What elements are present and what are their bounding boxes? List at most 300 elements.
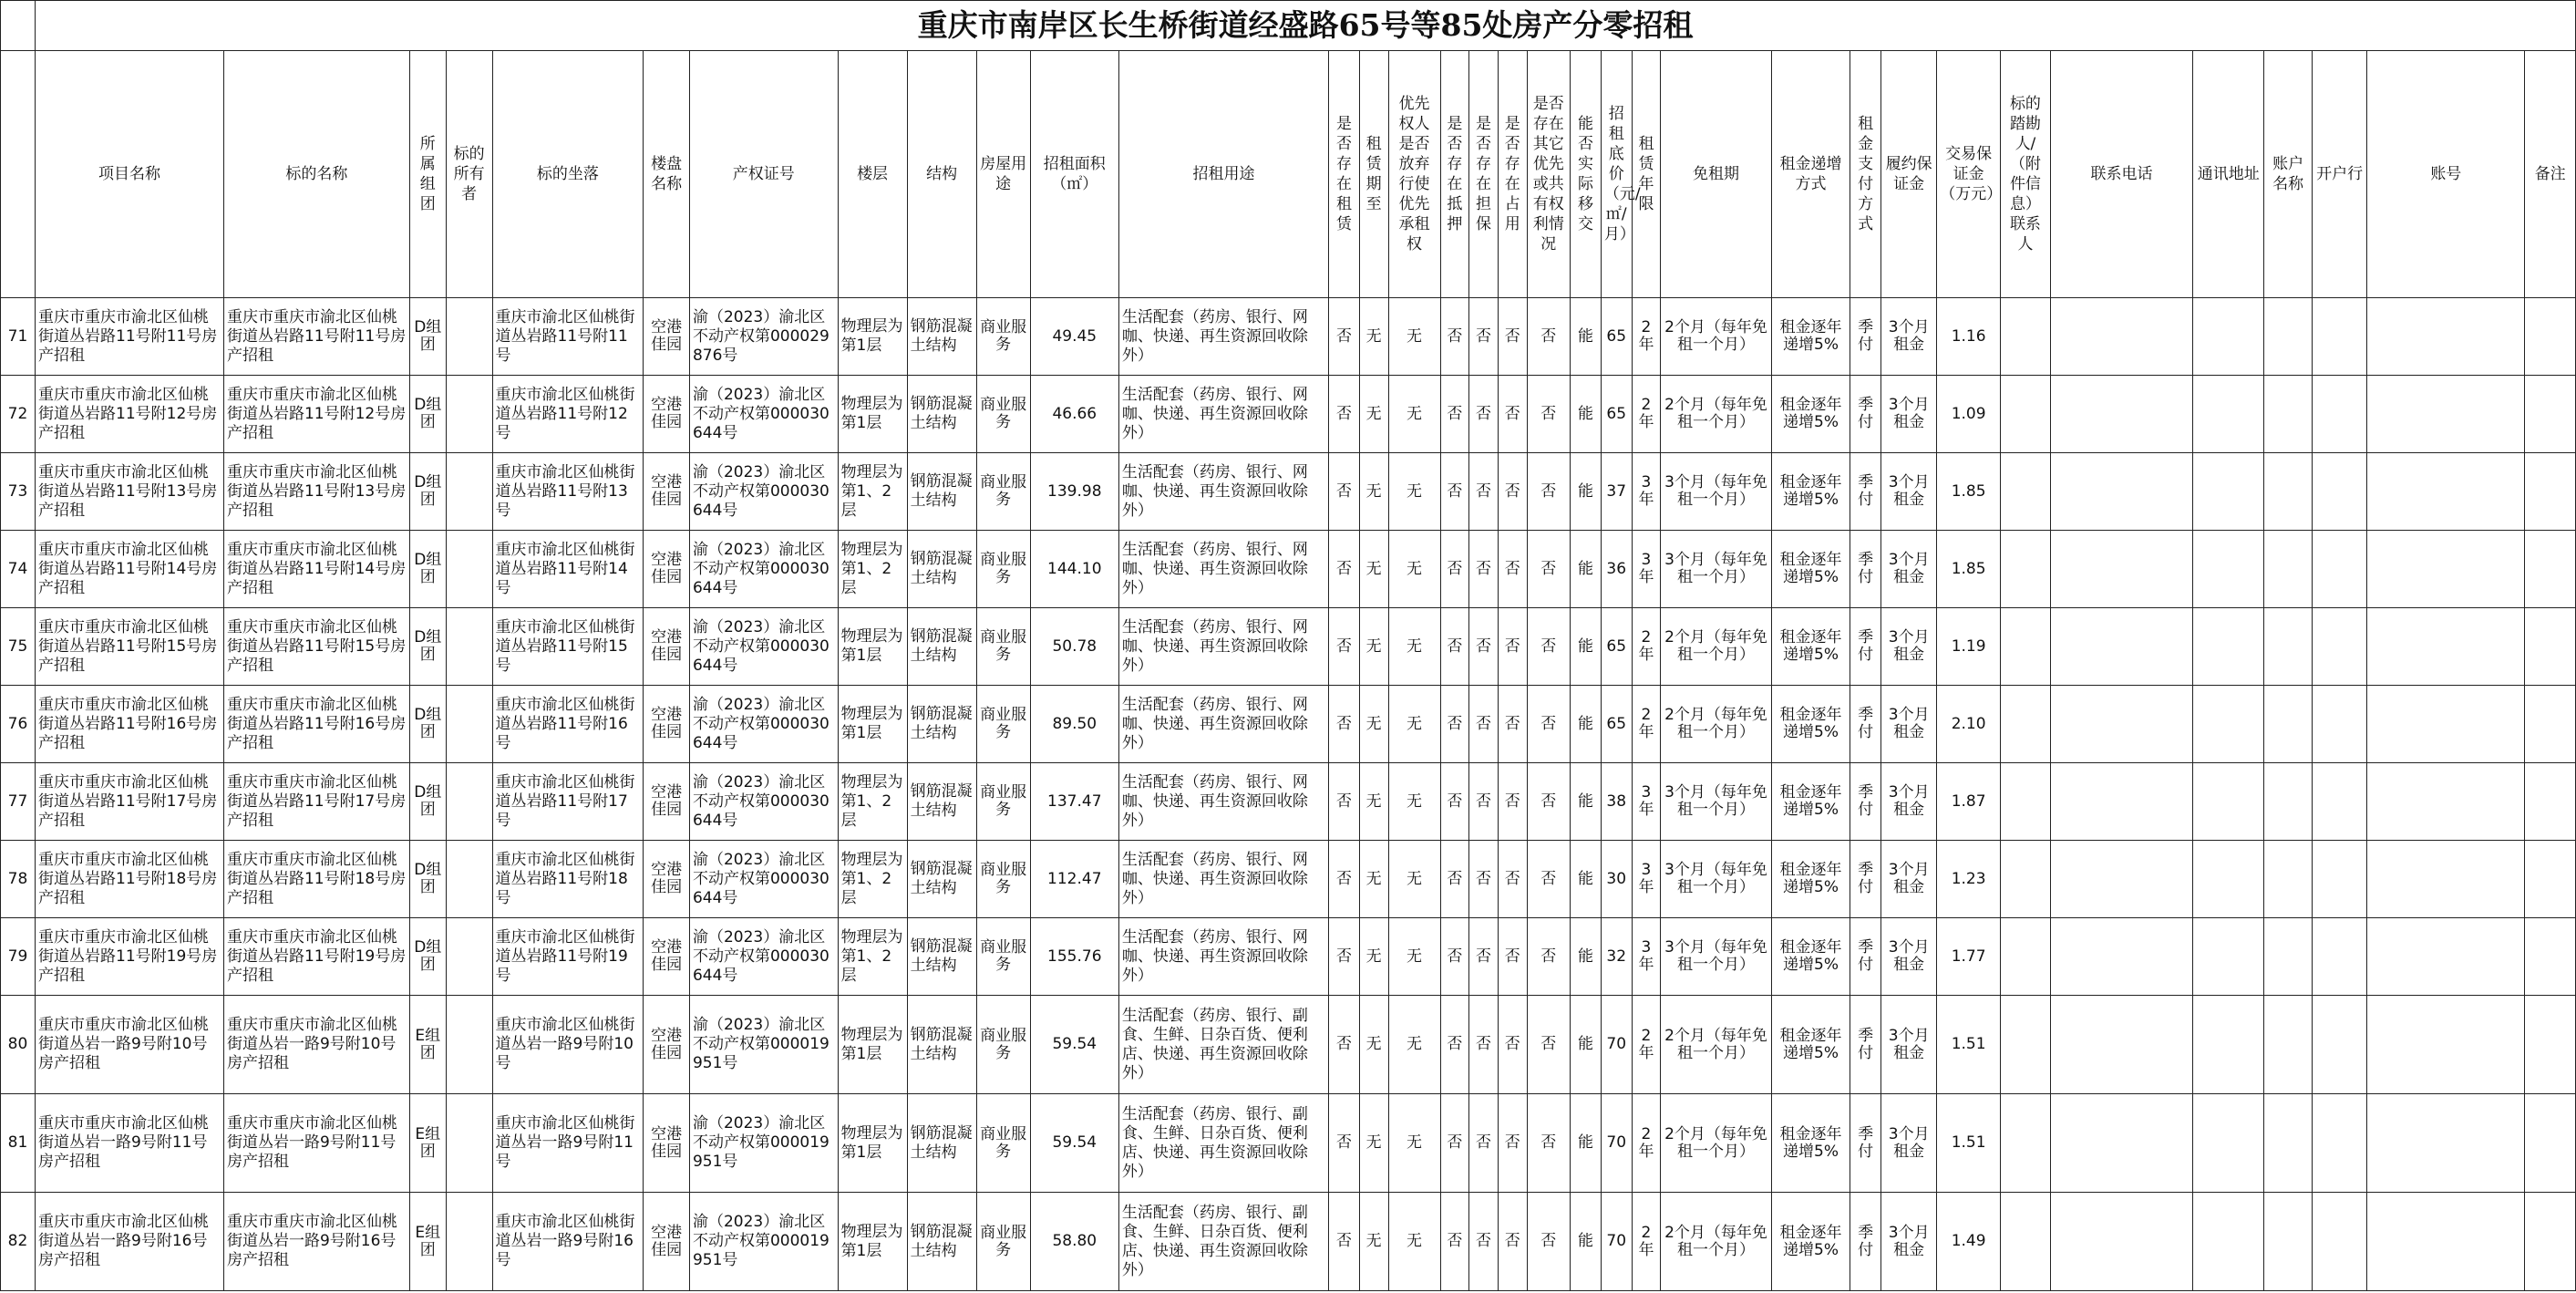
cell-estate: 空港佳园 <box>644 531 690 608</box>
cell-term: 2年 <box>1632 686 1661 763</box>
cell-name: 重庆市重庆市渝北区仙桃街道丛岩一路9号附10号房产招租 <box>223 996 409 1094</box>
sheet-title: 重庆市南岸区长生桥街道经盛路65号等85处房产分零招租 <box>36 1 2576 51</box>
cell-area: 89.50 <box>1030 686 1118 763</box>
cell-mortgage: 否 <box>1440 686 1469 763</box>
cell-lease-to: 无 <box>1359 376 1388 453</box>
cell-free: 2个月（每年免租一个月） <box>1661 1094 1771 1193</box>
cell-group: D组团 <box>409 686 446 763</box>
empty-cell <box>2050 763 2192 841</box>
empty-cell <box>2525 531 2576 608</box>
cell-area: 50.78 <box>1030 608 1118 686</box>
cell-no: 72 <box>1 376 36 453</box>
cell-free: 3个月（每年免租一个月） <box>1661 841 1771 918</box>
cell-location: 重庆市渝北区仙桃街道丛岩路11号附14号 <box>492 531 644 608</box>
header-account-name: 账户名称 <box>2264 51 2313 298</box>
cell-location: 重庆市渝北区仙桃街道丛岩路11号附19号 <box>492 918 644 996</box>
table-row <box>1 918 2576 996</box>
cell-purpose: 生活配套（药房、银行、副食、生鲜、日杂百货、便利店、快递、再生资源回收除外） <box>1118 1094 1328 1193</box>
cell-lease-to: 无 <box>1359 1094 1388 1193</box>
cell-priority: 无 <box>1388 1094 1440 1193</box>
empty-cell <box>2313 608 2367 686</box>
cell-project: 重庆市重庆市渝北区仙桃街道丛岩路11号附13号房产招租 <box>36 453 224 531</box>
cell-deposit: 1.51 <box>1937 1094 2001 1193</box>
cell-lease-to: 无 <box>1359 918 1388 996</box>
cell-mortgage: 否 <box>1440 841 1469 918</box>
cell-increase: 租金逐年递增5% <box>1771 763 1850 841</box>
cell-purpose: 生活配套（药房、银行、网咖、快递、再生资源回收除外） <box>1118 531 1328 608</box>
cell-pay: 季付 <box>1850 531 1881 608</box>
cell-guarantee: 否 <box>1469 1193 1499 1291</box>
cell-no: 74 <box>1 531 36 608</box>
empty-cell <box>2264 298 2313 376</box>
cell-structure: 钢筋混凝土结构 <box>907 763 976 841</box>
cell-free: 3个月（每年免租一个月） <box>1661 918 1771 996</box>
cell-price: 65 <box>1601 298 1632 376</box>
cell-project: 重庆市重庆市渝北区仙桃街道丛岩路11号附17号房产招租 <box>36 763 224 841</box>
empty-cell <box>2193 841 2264 918</box>
cell-free: 2个月（每年免租一个月） <box>1661 376 1771 453</box>
cell-deposit: 1.49 <box>1937 1193 2001 1291</box>
cell-location: 重庆市渝北区仙桃街道丛岩路11号附13号 <box>492 453 644 531</box>
cell-deposit: 1.85 <box>1937 453 2001 531</box>
header-term: 租赁年限 <box>1632 51 1661 298</box>
empty-cell <box>2525 376 2576 453</box>
cell-term: 2年 <box>1632 996 1661 1094</box>
cell-structure: 钢筋混凝土结构 <box>907 531 976 608</box>
cell-other: 否 <box>1527 686 1571 763</box>
cell-deposit: 1.85 <box>1937 531 2001 608</box>
cell-guarantee: 否 <box>1469 686 1499 763</box>
cell-project: 重庆市重庆市渝北区仙桃街道丛岩路11号附15号房产招租 <box>36 608 224 686</box>
cell-other: 否 <box>1527 608 1571 686</box>
header-bond: 履约保证金 <box>1881 51 1937 298</box>
cell-occupy: 否 <box>1498 918 1527 996</box>
cell-lease: 否 <box>1329 996 1360 1094</box>
cell-bond: 3个月租金 <box>1881 1193 1937 1291</box>
cell-transfer: 能 <box>1571 918 1602 996</box>
cell-name: 重庆市重庆市渝北区仙桃街道丛岩路11号附11号房产招租 <box>223 298 409 376</box>
empty-cell <box>2264 531 2313 608</box>
cell-area: 137.47 <box>1030 763 1118 841</box>
cell-no: 80 <box>1 996 36 1094</box>
cell-bond: 3个月租金 <box>1881 841 1937 918</box>
cell-estate: 空港佳园 <box>644 763 690 841</box>
cell-floor: 物理层为第1层 <box>838 376 907 453</box>
cell-deposit: 1.87 <box>1937 763 2001 841</box>
cell-no: 73 <box>1 453 36 531</box>
cell-purpose: 生活配套（药房、银行、网咖、快递、再生资源回收除外） <box>1118 376 1328 453</box>
cell-guarantee: 否 <box>1469 298 1499 376</box>
cell-lease: 否 <box>1329 531 1360 608</box>
empty-cell <box>2367 686 2525 763</box>
empty-cell <box>2050 1193 2192 1291</box>
table-row <box>1 453 2576 531</box>
header-owner: 标的所有者 <box>446 51 492 298</box>
cell-other: 否 <box>1527 918 1571 996</box>
cell-estate: 空港佳园 <box>644 298 690 376</box>
cell-use: 商业服务 <box>976 1094 1030 1193</box>
cell-area: 139.98 <box>1030 453 1118 531</box>
empty-cell <box>2525 298 2576 376</box>
cell-price: 70 <box>1601 1193 1632 1291</box>
cell-use: 商业服务 <box>976 841 1030 918</box>
empty-cell <box>2264 1193 2313 1291</box>
cell-name: 重庆市重庆市渝北区仙桃街道丛岩路11号附16号房产招租 <box>223 686 409 763</box>
cell-lease: 否 <box>1329 1094 1360 1193</box>
cell-free: 2个月（每年免租一个月） <box>1661 996 1771 1094</box>
cell-transfer: 能 <box>1571 608 1602 686</box>
empty-cell <box>2313 1094 2367 1193</box>
table-row <box>1 1094 2576 1193</box>
cell-transfer: 能 <box>1571 686 1602 763</box>
cell-priority: 无 <box>1388 841 1440 918</box>
cell-location: 重庆市渝北区仙桃街道丛岩一路9号附10号 <box>492 996 644 1094</box>
cell-transfer: 能 <box>1571 1094 1602 1193</box>
cell-priority: 无 <box>1388 298 1440 376</box>
cell-name: 重庆市重庆市渝北区仙桃街道丛岩路11号附18号房产招租 <box>223 841 409 918</box>
cell-mortgage: 否 <box>1440 298 1469 376</box>
cell-owner <box>446 531 492 608</box>
cell-cert: 渝（2023）渝北区不动产权第000019951号 <box>689 1094 838 1193</box>
cell-transfer: 能 <box>1571 298 1602 376</box>
empty-cell <box>2367 1094 2525 1193</box>
cell-purpose: 生活配套（药房、银行、网咖、快递、再生资源回收除外） <box>1118 763 1328 841</box>
cell-increase: 租金逐年递增5% <box>1771 686 1850 763</box>
cell-occupy: 否 <box>1498 841 1527 918</box>
header-location: 标的坐落 <box>492 51 644 298</box>
cell-increase: 租金逐年递增5% <box>1771 996 1850 1094</box>
empty-cell <box>2367 996 2525 1094</box>
cell-increase: 租金逐年递增5% <box>1771 608 1850 686</box>
cell-no: 76 <box>1 686 36 763</box>
table-row <box>1 841 2576 918</box>
empty-cell <box>2367 918 2525 996</box>
cell-lease-to: 无 <box>1359 453 1388 531</box>
cell-increase: 租金逐年递增5% <box>1771 841 1850 918</box>
cell-name: 重庆市重庆市渝北区仙桃街道丛岩路11号附14号房产招租 <box>223 531 409 608</box>
cell-area: 59.54 <box>1030 1094 1118 1193</box>
header-price: 招租底价（元/㎡/月） <box>1601 51 1632 298</box>
header-purpose: 招租用途 <box>1118 51 1328 298</box>
cell-project: 重庆市重庆市渝北区仙桃街道丛岩路11号附16号房产招租 <box>36 686 224 763</box>
header-cert: 产权证号 <box>689 51 838 298</box>
empty-cell <box>2313 918 2367 996</box>
cell-purpose: 生活配套（药房、银行、网咖、快递、再生资源回收除外） <box>1118 686 1328 763</box>
cell-free: 2个月（每年免租一个月） <box>1661 1193 1771 1291</box>
cell-estate: 空港佳园 <box>644 608 690 686</box>
cell-location: 重庆市渝北区仙桃街道丛岩路11号附11号 <box>492 298 644 376</box>
cell-purpose: 生活配套（药房、银行、网咖、快递、再生资源回收除外） <box>1118 298 1328 376</box>
header-transfer: 能否实际移交 <box>1571 51 1602 298</box>
empty-cell <box>2264 608 2313 686</box>
empty-cell <box>2193 453 2264 531</box>
cell-no: 71 <box>1 298 36 376</box>
cell-price: 65 <box>1601 376 1632 453</box>
cell-floor: 物理层为第1层 <box>838 686 907 763</box>
cell-name: 重庆市重庆市渝北区仙桃街道丛岩路11号附15号房产招租 <box>223 608 409 686</box>
cell-transfer: 能 <box>1571 376 1602 453</box>
cell-term: 2年 <box>1632 608 1661 686</box>
cell-term: 2年 <box>1632 298 1661 376</box>
header-structure: 结构 <box>907 51 976 298</box>
cell-estate: 空港佳园 <box>644 1094 690 1193</box>
title-row <box>1 1 2576 51</box>
empty-cell <box>2367 608 2525 686</box>
header-account-no: 账号 <box>2367 51 2525 298</box>
cell-transfer: 能 <box>1571 531 1602 608</box>
cell-other: 否 <box>1527 376 1571 453</box>
empty-cell <box>2367 298 2525 376</box>
cell-bond: 3个月租金 <box>1881 298 1937 376</box>
cell-lease-to: 无 <box>1359 686 1388 763</box>
cell-cert: 渝（2023）渝北区不动产权第000030644号 <box>689 608 838 686</box>
cell-other: 否 <box>1527 841 1571 918</box>
cell-project: 重庆市重庆市渝北区仙桃街道丛岩路11号附18号房产招租 <box>36 841 224 918</box>
empty-cell <box>2193 686 2264 763</box>
cell-owner <box>446 1094 492 1193</box>
empty-cell <box>2525 453 2576 531</box>
empty-cell <box>2367 763 2525 841</box>
empty-cell <box>2313 996 2367 1094</box>
cell-project: 重庆市重庆市渝北区仙桃街道丛岩一路9号附11号房产招租 <box>36 1094 224 1193</box>
cell-use: 商业服务 <box>976 763 1030 841</box>
cell-price: 65 <box>1601 686 1632 763</box>
cell-free: 3个月（每年免租一个月） <box>1661 531 1771 608</box>
cell-priority: 无 <box>1388 1193 1440 1291</box>
empty-cell <box>2050 453 2192 531</box>
cell-use: 商业服务 <box>976 996 1030 1094</box>
empty-cell <box>2193 608 2264 686</box>
empty-cell <box>2000 298 2050 376</box>
empty-cell <box>2000 686 2050 763</box>
empty-cell <box>2000 608 2050 686</box>
empty-cell <box>2525 841 2576 918</box>
cell-lease: 否 <box>1329 918 1360 996</box>
cell-owner <box>446 453 492 531</box>
cell-use: 商业服务 <box>976 376 1030 453</box>
cell-floor: 物理层为第1、2层 <box>838 841 907 918</box>
cell-cert: 渝（2023）渝北区不动产权第000030644号 <box>689 686 838 763</box>
cell-lease: 否 <box>1329 608 1360 686</box>
cell-bond: 3个月租金 <box>1881 376 1937 453</box>
cell-deposit: 1.77 <box>1937 918 2001 996</box>
cell-mortgage: 否 <box>1440 453 1469 531</box>
empty-cell <box>2525 686 2576 763</box>
cell-price: 70 <box>1601 1094 1632 1193</box>
cell-lease-to: 无 <box>1359 531 1388 608</box>
empty-cell <box>2050 841 2192 918</box>
cell-mortgage: 否 <box>1440 1193 1469 1291</box>
header-contact-person: 标的踏勘人/（附件信息）联系人 <box>2000 51 2050 298</box>
cell-guarantee: 否 <box>1469 996 1499 1094</box>
cell-pay: 季付 <box>1850 298 1881 376</box>
cell-occupy: 否 <box>1498 531 1527 608</box>
header-area: 招租面积（㎡） <box>1030 51 1118 298</box>
cell-other: 否 <box>1527 298 1571 376</box>
cell-pay: 季付 <box>1850 376 1881 453</box>
cell-project: 重庆市重庆市渝北区仙桃街道丛岩一路9号附16号房产招租 <box>36 1193 224 1291</box>
empty-cell <box>2264 996 2313 1094</box>
cell-guarantee: 否 <box>1469 531 1499 608</box>
header-priority: 优先权人是否放弃行使优先承租权 <box>1388 51 1440 298</box>
cell-lease-to: 无 <box>1359 841 1388 918</box>
cell-pay: 季付 <box>1850 763 1881 841</box>
cell-bond: 3个月租金 <box>1881 763 1937 841</box>
cell-transfer: 能 <box>1571 453 1602 531</box>
empty-cell <box>2193 1094 2264 1193</box>
cell-location: 重庆市渝北区仙桃街道丛岩路11号附15号 <box>492 608 644 686</box>
cell-increase: 租金逐年递增5% <box>1771 298 1850 376</box>
empty-cell <box>2193 298 2264 376</box>
cell-priority: 无 <box>1388 453 1440 531</box>
cell-owner <box>446 298 492 376</box>
cell-estate: 空港佳园 <box>644 376 690 453</box>
cell-priority: 无 <box>1388 686 1440 763</box>
header-lease: 是否存在租赁 <box>1329 51 1360 298</box>
cell-guarantee: 否 <box>1469 1094 1499 1193</box>
cell-lease-to: 无 <box>1359 763 1388 841</box>
cell-pay: 季付 <box>1850 918 1881 996</box>
cell-floor: 物理层为第1层 <box>838 1193 907 1291</box>
cell-location: 重庆市渝北区仙桃街道丛岩路11号附12号 <box>492 376 644 453</box>
cell-occupy: 否 <box>1498 686 1527 763</box>
cell-occupy: 否 <box>1498 453 1527 531</box>
empty-cell <box>2050 686 2192 763</box>
cell-purpose: 生活配套（药房、银行、副食、生鲜、日杂百货、便利店、快递、再生资源回收除外） <box>1118 1193 1328 1291</box>
cell-floor: 物理层为第1层 <box>838 608 907 686</box>
cell-owner <box>446 1193 492 1291</box>
cell-owner <box>446 608 492 686</box>
header-bank: 开户行 <box>2313 51 2367 298</box>
cell-free: 2个月（每年免租一个月） <box>1661 608 1771 686</box>
cell-area: 58.80 <box>1030 1193 1118 1291</box>
cell-other: 否 <box>1527 763 1571 841</box>
header-estate: 楼盘名称 <box>644 51 690 298</box>
cell-owner <box>446 841 492 918</box>
cell-mortgage: 否 <box>1440 1094 1469 1193</box>
cell-estate: 空港佳园 <box>644 841 690 918</box>
cell-mortgage: 否 <box>1440 531 1469 608</box>
cell-transfer: 能 <box>1571 763 1602 841</box>
cell-priority: 无 <box>1388 531 1440 608</box>
cell-use: 商业服务 <box>976 531 1030 608</box>
empty-cell <box>2050 531 2192 608</box>
cell-cert: 渝（2023）渝北区不动产权第000030644号 <box>689 376 838 453</box>
empty-cell <box>2264 453 2313 531</box>
cell-priority: 无 <box>1388 918 1440 996</box>
cell-occupy: 否 <box>1498 1094 1527 1193</box>
empty-cell <box>2264 841 2313 918</box>
cell-area: 49.45 <box>1030 298 1118 376</box>
cell-structure: 钢筋混凝土结构 <box>907 453 976 531</box>
cell-project: 重庆市重庆市渝北区仙桃街道丛岩路11号附19号房产招租 <box>36 918 224 996</box>
empty-cell <box>2000 1094 2050 1193</box>
cell-cert: 渝（2023）渝北区不动产权第000019951号 <box>689 996 838 1094</box>
cell-priority: 无 <box>1388 608 1440 686</box>
cell-transfer: 能 <box>1571 996 1602 1094</box>
empty-cell <box>2313 686 2367 763</box>
cell-location: 重庆市渝北区仙桃街道丛岩路11号附18号 <box>492 841 644 918</box>
corner-cell <box>1 51 36 298</box>
header-guarantee: 是否存在担保 <box>1469 51 1499 298</box>
cell-owner <box>446 376 492 453</box>
cell-increase: 租金逐年递增5% <box>1771 453 1850 531</box>
empty-cell <box>2264 1094 2313 1193</box>
cell-purpose: 生活配套（药房、银行、副食、生鲜、日杂百货、便利店、快递、再生资源回收除外） <box>1118 996 1328 1094</box>
cell-other: 否 <box>1527 453 1571 531</box>
cell-structure: 钢筋混凝土结构 <box>907 376 976 453</box>
cell-guarantee: 否 <box>1469 918 1499 996</box>
cell-location: 重庆市渝北区仙桃街道丛岩路11号附16号 <box>492 686 644 763</box>
header-use: 房屋用途 <box>976 51 1030 298</box>
cell-lease: 否 <box>1329 686 1360 763</box>
empty-cell <box>2050 996 2192 1094</box>
cell-group: E组团 <box>409 1094 446 1193</box>
cell-price: 36 <box>1601 531 1632 608</box>
empty-cell <box>2050 608 2192 686</box>
cell-use: 商业服务 <box>976 1193 1030 1291</box>
empty-cell <box>2000 918 2050 996</box>
empty-cell <box>2000 453 2050 531</box>
cell-pay: 季付 <box>1850 841 1881 918</box>
cell-estate: 空港佳园 <box>644 1193 690 1291</box>
cell-term: 2年 <box>1632 1094 1661 1193</box>
cell-term: 3年 <box>1632 918 1661 996</box>
empty-cell <box>2367 453 2525 531</box>
cell-purpose: 生活配套（药房、银行、网咖、快递、再生资源回收除外） <box>1118 453 1328 531</box>
empty-cell <box>2264 686 2313 763</box>
cell-deposit: 1.09 <box>1937 376 2001 453</box>
cell-project: 重庆市重庆市渝北区仙桃街道丛岩路11号附14号房产招租 <box>36 531 224 608</box>
empty-cell <box>2000 531 2050 608</box>
cell-location: 重庆市渝北区仙桃街道丛岩一路9号附11号 <box>492 1094 644 1193</box>
header-occupy: 是否存在占用 <box>1498 51 1527 298</box>
cell-pay: 季付 <box>1850 996 1881 1094</box>
cell-owner <box>446 686 492 763</box>
empty-cell <box>2313 841 2367 918</box>
cell-deposit: 1.51 <box>1937 996 2001 1094</box>
empty-cell <box>2193 1193 2264 1291</box>
cell-lease: 否 <box>1329 376 1360 453</box>
header-free: 免租期 <box>1661 51 1771 298</box>
header-remark: 备注 <box>2525 51 2576 298</box>
cell-mortgage: 否 <box>1440 763 1469 841</box>
cell-bond: 3个月租金 <box>1881 453 1937 531</box>
cell-area: 46.66 <box>1030 376 1118 453</box>
cell-guarantee: 否 <box>1469 608 1499 686</box>
empty-cell <box>2050 1094 2192 1193</box>
header-deposit: 交易保证金（万元） <box>1937 51 2001 298</box>
cell-area: 144.10 <box>1030 531 1118 608</box>
cell-structure: 钢筋混凝土结构 <box>907 686 976 763</box>
cell-no: 79 <box>1 918 36 996</box>
cell-deposit: 2.10 <box>1937 686 2001 763</box>
cell-floor: 物理层为第1、2层 <box>838 531 907 608</box>
empty-cell <box>2525 1193 2576 1291</box>
cell-owner <box>446 918 492 996</box>
cell-occupy: 否 <box>1498 376 1527 453</box>
empty-cell <box>2367 1193 2525 1291</box>
cell-estate: 空港佳园 <box>644 453 690 531</box>
cell-use: 商业服务 <box>976 453 1030 531</box>
empty-cell <box>2313 298 2367 376</box>
cell-lease: 否 <box>1329 763 1360 841</box>
cell-no: 78 <box>1 841 36 918</box>
cell-bond: 3个月租金 <box>1881 1094 1937 1193</box>
empty-cell <box>2050 918 2192 996</box>
cell-price: 37 <box>1601 453 1632 531</box>
empty-cell <box>2000 763 2050 841</box>
